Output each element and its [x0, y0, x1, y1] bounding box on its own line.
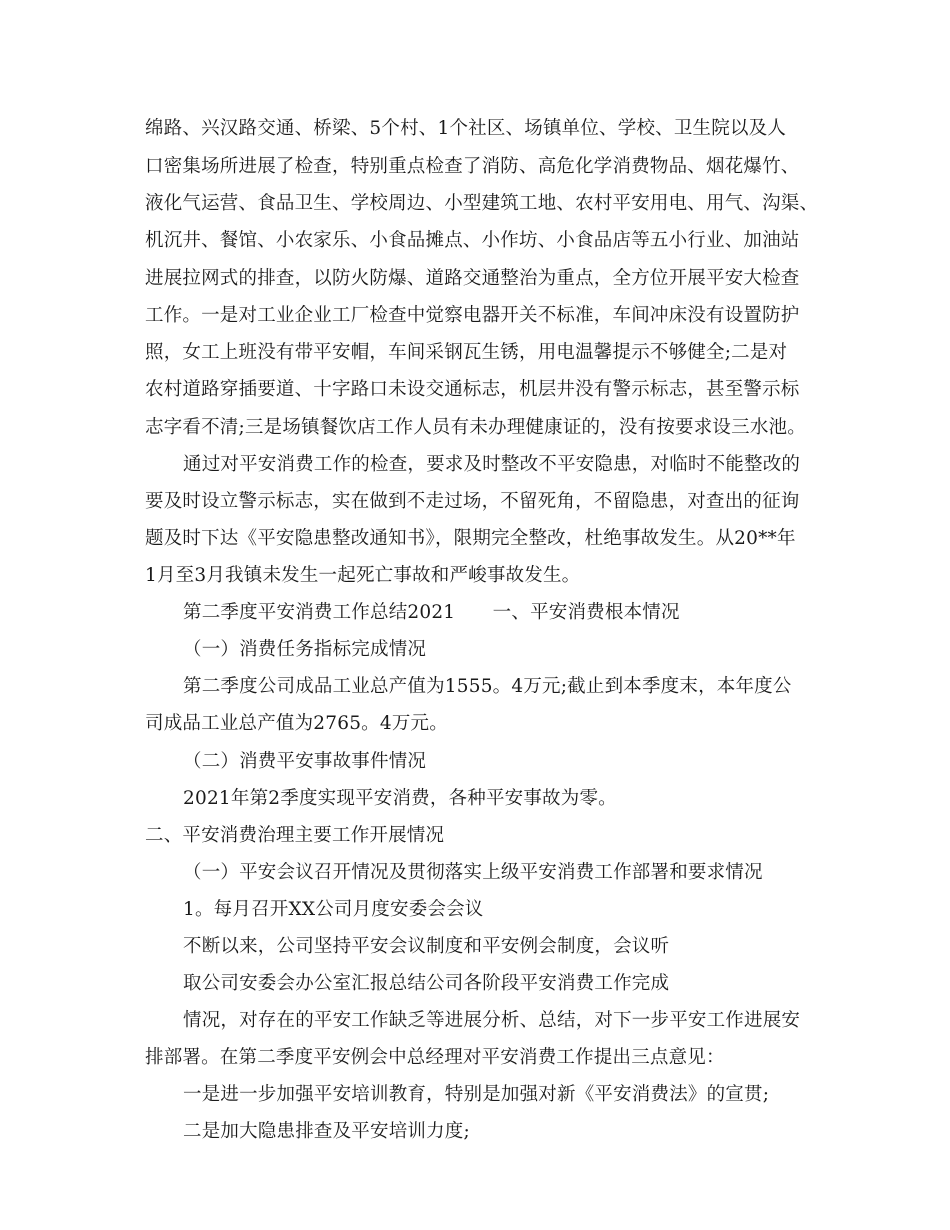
list-item: 二是加大隐患排查及平安培训力度;	[183, 1121, 470, 1142]
text-line: 要及时设立警示标志，实在做到不走过场，不留死角，不留隐患，对查出的征询	[145, 491, 800, 512]
text-line: 绵路、兴汉路交通、桥梁、5个村、1个社区、场镇单位、学校、卫生院以及人	[145, 118, 787, 139]
text-line: 通过对平安消费工作的检查，要求及时整改不平安隐患，对临时不能整改的	[183, 454, 801, 475]
text-line: 农村道路穿插要道、十字路口未设交通标志，机层井没有警示标志，甚至警示标	[145, 379, 800, 400]
text-line: 排部署。在第二季度平安例会中总经理对平安消费工作提出三点意见：	[145, 1047, 725, 1068]
text-line: 机沉井、餐馆、小农家乐、小食品摊点、小作坊、小食品店等五小行业、加油站	[145, 230, 800, 251]
text-line: 题及时下达《平安隐患整改通知书》，限期完全整改，杜绝事故发生。从20**年	[145, 528, 796, 549]
section-heading: 二、平安消费治理主要工作开展情况	[145, 825, 445, 846]
text-line: 第二季度公司成品工业总产值为1555。4万元;截止到本季度末，本年度公	[183, 676, 792, 697]
text-line: 取公司安委会办公室汇报总结公司各阶段平安消费工作完成	[183, 973, 670, 994]
list-item: 1。每月召开XX公司月度安委会会议	[183, 899, 484, 920]
subsection-heading: （二）消费平安事故事件情况	[183, 751, 427, 772]
text-line: 志字看不清;三是场镇餐饮店工作人员有未办理健康证的，没有按要求设三水池。	[145, 417, 806, 438]
text-line: 液化气运营、食品卫生、学校周边、小型建筑工地、农村平安用电、用气、沟渠、	[145, 193, 819, 214]
text-line: 情况，对存在的平安工作缺乏等进展分析、总结，对下一步平安工作进展安	[183, 1010, 801, 1031]
section-heading: 第二季度平安消费工作总结2021 一、平安消费根本情况	[183, 602, 680, 623]
text-line: 2021年第2季度实现平安消费，各种平安事故为零。	[183, 788, 617, 809]
text-line: 照，女工上班没有带平安帽，车间采钢瓦生锈，用电温馨提示不够健全;二是对	[145, 342, 788, 363]
text-line: 1月至3月我镇未发生一起死亡事故和严峻事故发生。	[145, 565, 581, 586]
text-line: 进展拉网式的排查，以防火防爆、道路交通整治为重点，全方位开展平安大检查	[145, 268, 800, 289]
text-line: 工作。一是对工业企业工厂检查中觉察电器开关不标准，车间冲床没有设置防护	[145, 305, 800, 326]
list-item: 一是进一步加强平安培训教育，特别是加强对新《平安消费法》的宣贯;	[183, 1084, 770, 1105]
text-line: 口密集场所进展了检查，特别重点检查了消防、高危化学消费物品、烟花爆竹、	[145, 156, 800, 177]
text-line: 司成品工业总产值为2765。4万元。	[145, 713, 448, 734]
subsection-heading: （一）平安会议召开情况及贯彻落实上级平安消费工作部署和要求情况	[183, 862, 763, 883]
subsection-heading: （一）消费任务指标完成情况	[183, 639, 427, 660]
text-line: 不断以来，公司坚持平安会议制度和平安例会制度，会议听	[183, 936, 670, 957]
